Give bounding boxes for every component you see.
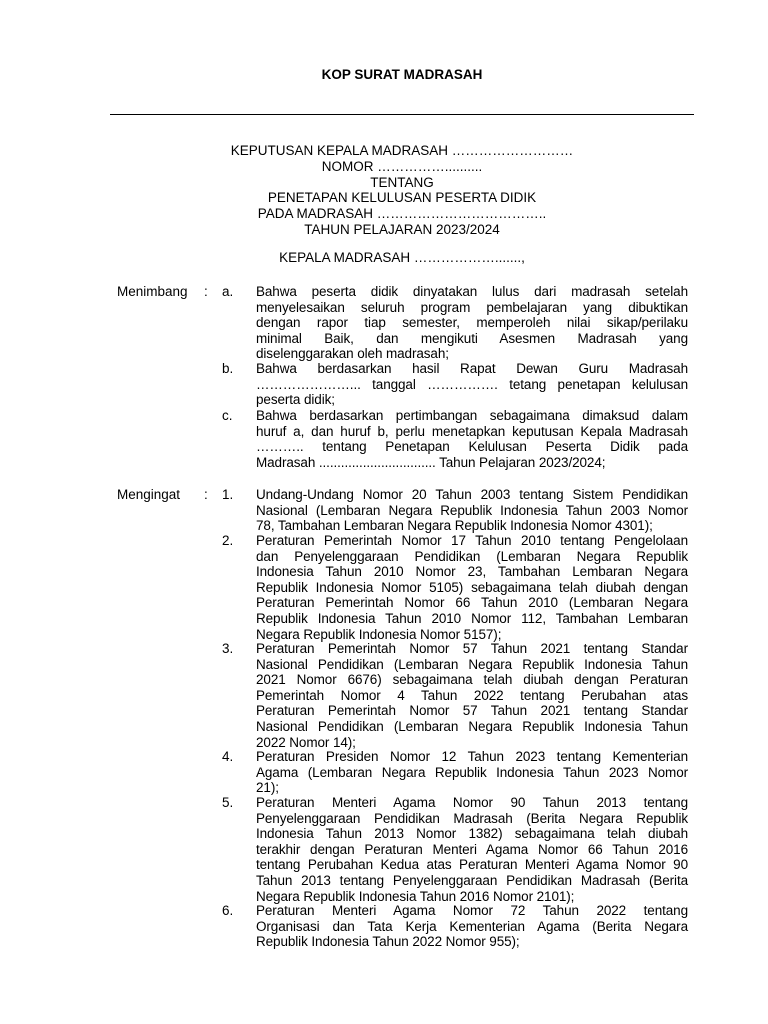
mengingat-item-5 (256, 795, 688, 904)
menimbang-item-a (256, 284, 688, 362)
mengingat-marker-3: 3. (222, 641, 234, 656)
text-line: Nasional Pendidikan (Lembaran Negara Republik Indonesia Tahun (256, 656, 688, 672)
decree-madrasah: PADA MADRASAH ……………………………….. (257, 206, 547, 222)
text-line: tentang Perubahan Kedua atas Peraturan Menteri Agama Nomor 90 (256, 857, 688, 873)
text-line: Peraturan Pemerintah Nomor 66 Tahun 2010 (Lembaran Negara (256, 595, 688, 611)
mengingat-marker-4: 4. (222, 749, 234, 764)
text-line: dan Penyelenggaraan Pendidikan (Lembaran Negara Republik (256, 548, 688, 564)
text-line: Republik Indonesia Tahun 2010 Nomor 112, Tambahan Lembaran (256, 610, 688, 626)
text-line: Peraturan Menteri Agama Nomor 90 Tahun 2013 tentang (256, 795, 688, 810)
menimbang-item-b (256, 361, 688, 408)
text-line: terakhir dengan Peraturan Menteri Agama Nomor 66 Tahun 2016 (256, 841, 688, 857)
text-line: Tahun 2013 tentang Penyelenggaraan Pendidikan Madrasah (Berita (256, 872, 688, 888)
text-line: Nasional Pendidikan (Lembaran Negara Republik Indonesia Tahun (256, 718, 688, 734)
text-line: Peraturan Presiden Nomor 12 Tahun 2023 tentang Kementerian (256, 749, 688, 764)
mengingat-item-1 (256, 487, 688, 534)
text-line: Nasional (Lembaran Negara Republik Indonesia Tahun 2003 Nomor (256, 502, 688, 518)
text-line: Bahwa berdasarkan hasil Rapat Dewan Guru Madrasah (256, 361, 688, 376)
decree-title: KEPUTUSAN KEPALA MADRASAH ……………………… (230, 143, 574, 158)
text-line: Organisasi dan Tata Kerja Kementerian Agama (Berita Negara (256, 918, 688, 934)
text-line: ……….. tentang Penetapan Kelulusan Peserta Didik pada (256, 439, 688, 455)
decree-tentang: TENTANG (370, 174, 434, 190)
text-line: Peraturan Pemerintah Nomor 57 Tahun 2021 tentang Standar (256, 641, 688, 656)
letterhead-divider (110, 114, 694, 115)
mengingat-item-3 (256, 641, 688, 750)
text-line: Negara Republik Indonesia Nomor 5157); (256, 626, 502, 642)
menimbang-marker-c: c. (222, 408, 233, 423)
mengingat-marker-2: 2. (222, 533, 234, 548)
text-line: huruf a, dan huruf b, perlu menetapkan keputusan Kepala Madrasah (256, 423, 688, 439)
mengingat-item-2 (256, 533, 688, 642)
decree-number: NOMOR …………….......... (321, 158, 483, 174)
text-line: Undang-Undang Nomor 20 Tahun 2003 tentang Sistem Pendidikan (256, 487, 688, 502)
text-line: 78, Tambahan Lembaran Negara Republik Indonesia Nomor 4301); (256, 518, 653, 534)
text-line: 2021 Nomor 6676) sebagaimana telah diubah dengan Peraturan (256, 672, 688, 688)
decree-heading (0, 143, 768, 238)
text-line: Bahwa berdasarkan pertimbangan sebagaimana dimaksud dalam (256, 408, 688, 423)
mengingat-label: Mengingat (117, 487, 181, 502)
decree-year: TAHUN PELAJARAN 2023/2024 (304, 221, 500, 237)
mengingat-item-4 (256, 749, 688, 796)
text-line: Pemerintah Nomor 4 Tahun 2022 tentang Perubahan atas (256, 687, 688, 703)
text-line: Peraturan Menteri Agama Nomor 72 Tahun 2022 tentang (256, 903, 688, 918)
mengingat-marker-6: 6. (222, 903, 234, 918)
menimbang-colon: : (204, 284, 208, 299)
menimbang-marker-a: a. (222, 284, 234, 299)
text-line: peserta didik; (256, 392, 335, 408)
menimbang-item-c (256, 408, 688, 470)
text-line: dengan rapor tiap semester, memperoleh nilai sikap/perilaku (256, 315, 688, 331)
decree-subject: PENETAPAN KELULUSAN PESERTA DIDIK (267, 190, 537, 206)
text-line: Republik Indonesia Tahun 2022 Nomor 955); (256, 934, 520, 950)
text-line: Madrasah ................................ Tahun Pelajaran 2023/2024; (256, 454, 606, 470)
text-line: Negara Republik Indonesia Tahun 2016 Nomor 2101); (256, 888, 575, 904)
text-line: 21); (256, 780, 279, 796)
text-line: 2022 Nomor 14); (256, 734, 356, 750)
menimbang-marker-b: b. (222, 361, 234, 376)
letterhead-title: KOP SURAT MADRASAH (321, 67, 483, 82)
text-line: …………………... tanggal ……………. tetang penetapan kelulusan (256, 376, 688, 392)
mengingat-marker-1: 1. (222, 487, 234, 502)
text-line: Agama (Lembaran Negara Republik Indonesia Tahun 2023 Nomor (256, 764, 688, 780)
text-line: Republik Indonesia Nomor 5105) sebagaimana telah diubah dengan (256, 579, 688, 595)
text-line: minimal Baik, dan mengikuti Asesmen Madrasah yang (256, 330, 688, 346)
issuer-line: KEPALA MADRASAH ………………......., (279, 250, 525, 265)
mengingat-colon: : (204, 487, 208, 502)
mengingat-marker-5: 5. (222, 795, 234, 810)
text-line: Penyelenggaraan Pendidikan Madrasah (Berita Negara Republik (256, 810, 688, 826)
text-line: menyelesaikan seluruh program pembelajaran yang dibuktikan (256, 299, 688, 315)
text-line: Peraturan Pemerintah Nomor 17 Tahun 2010 tentang Pengelolaan (256, 533, 688, 548)
mengingat-item-6 (256, 903, 688, 950)
text-line: Indonesia Tahun 2013 Nomor 1382) sebagaimana telah diubah (256, 826, 688, 842)
menimbang-label: Menimbang (117, 284, 188, 299)
text-line: Indonesia Tahun 2010 Nomor 23, Tambahan Lembaran Negara (256, 564, 688, 580)
text-line: diselenggarakan oleh madrasah; (256, 346, 449, 362)
text-line: Peraturan Pemerintah Nomor 57 Tahun 2021 tentang Standar (256, 703, 688, 719)
text-line: Bahwa peserta didik dinyatakan lulus dari madrasah setelah (256, 284, 688, 299)
